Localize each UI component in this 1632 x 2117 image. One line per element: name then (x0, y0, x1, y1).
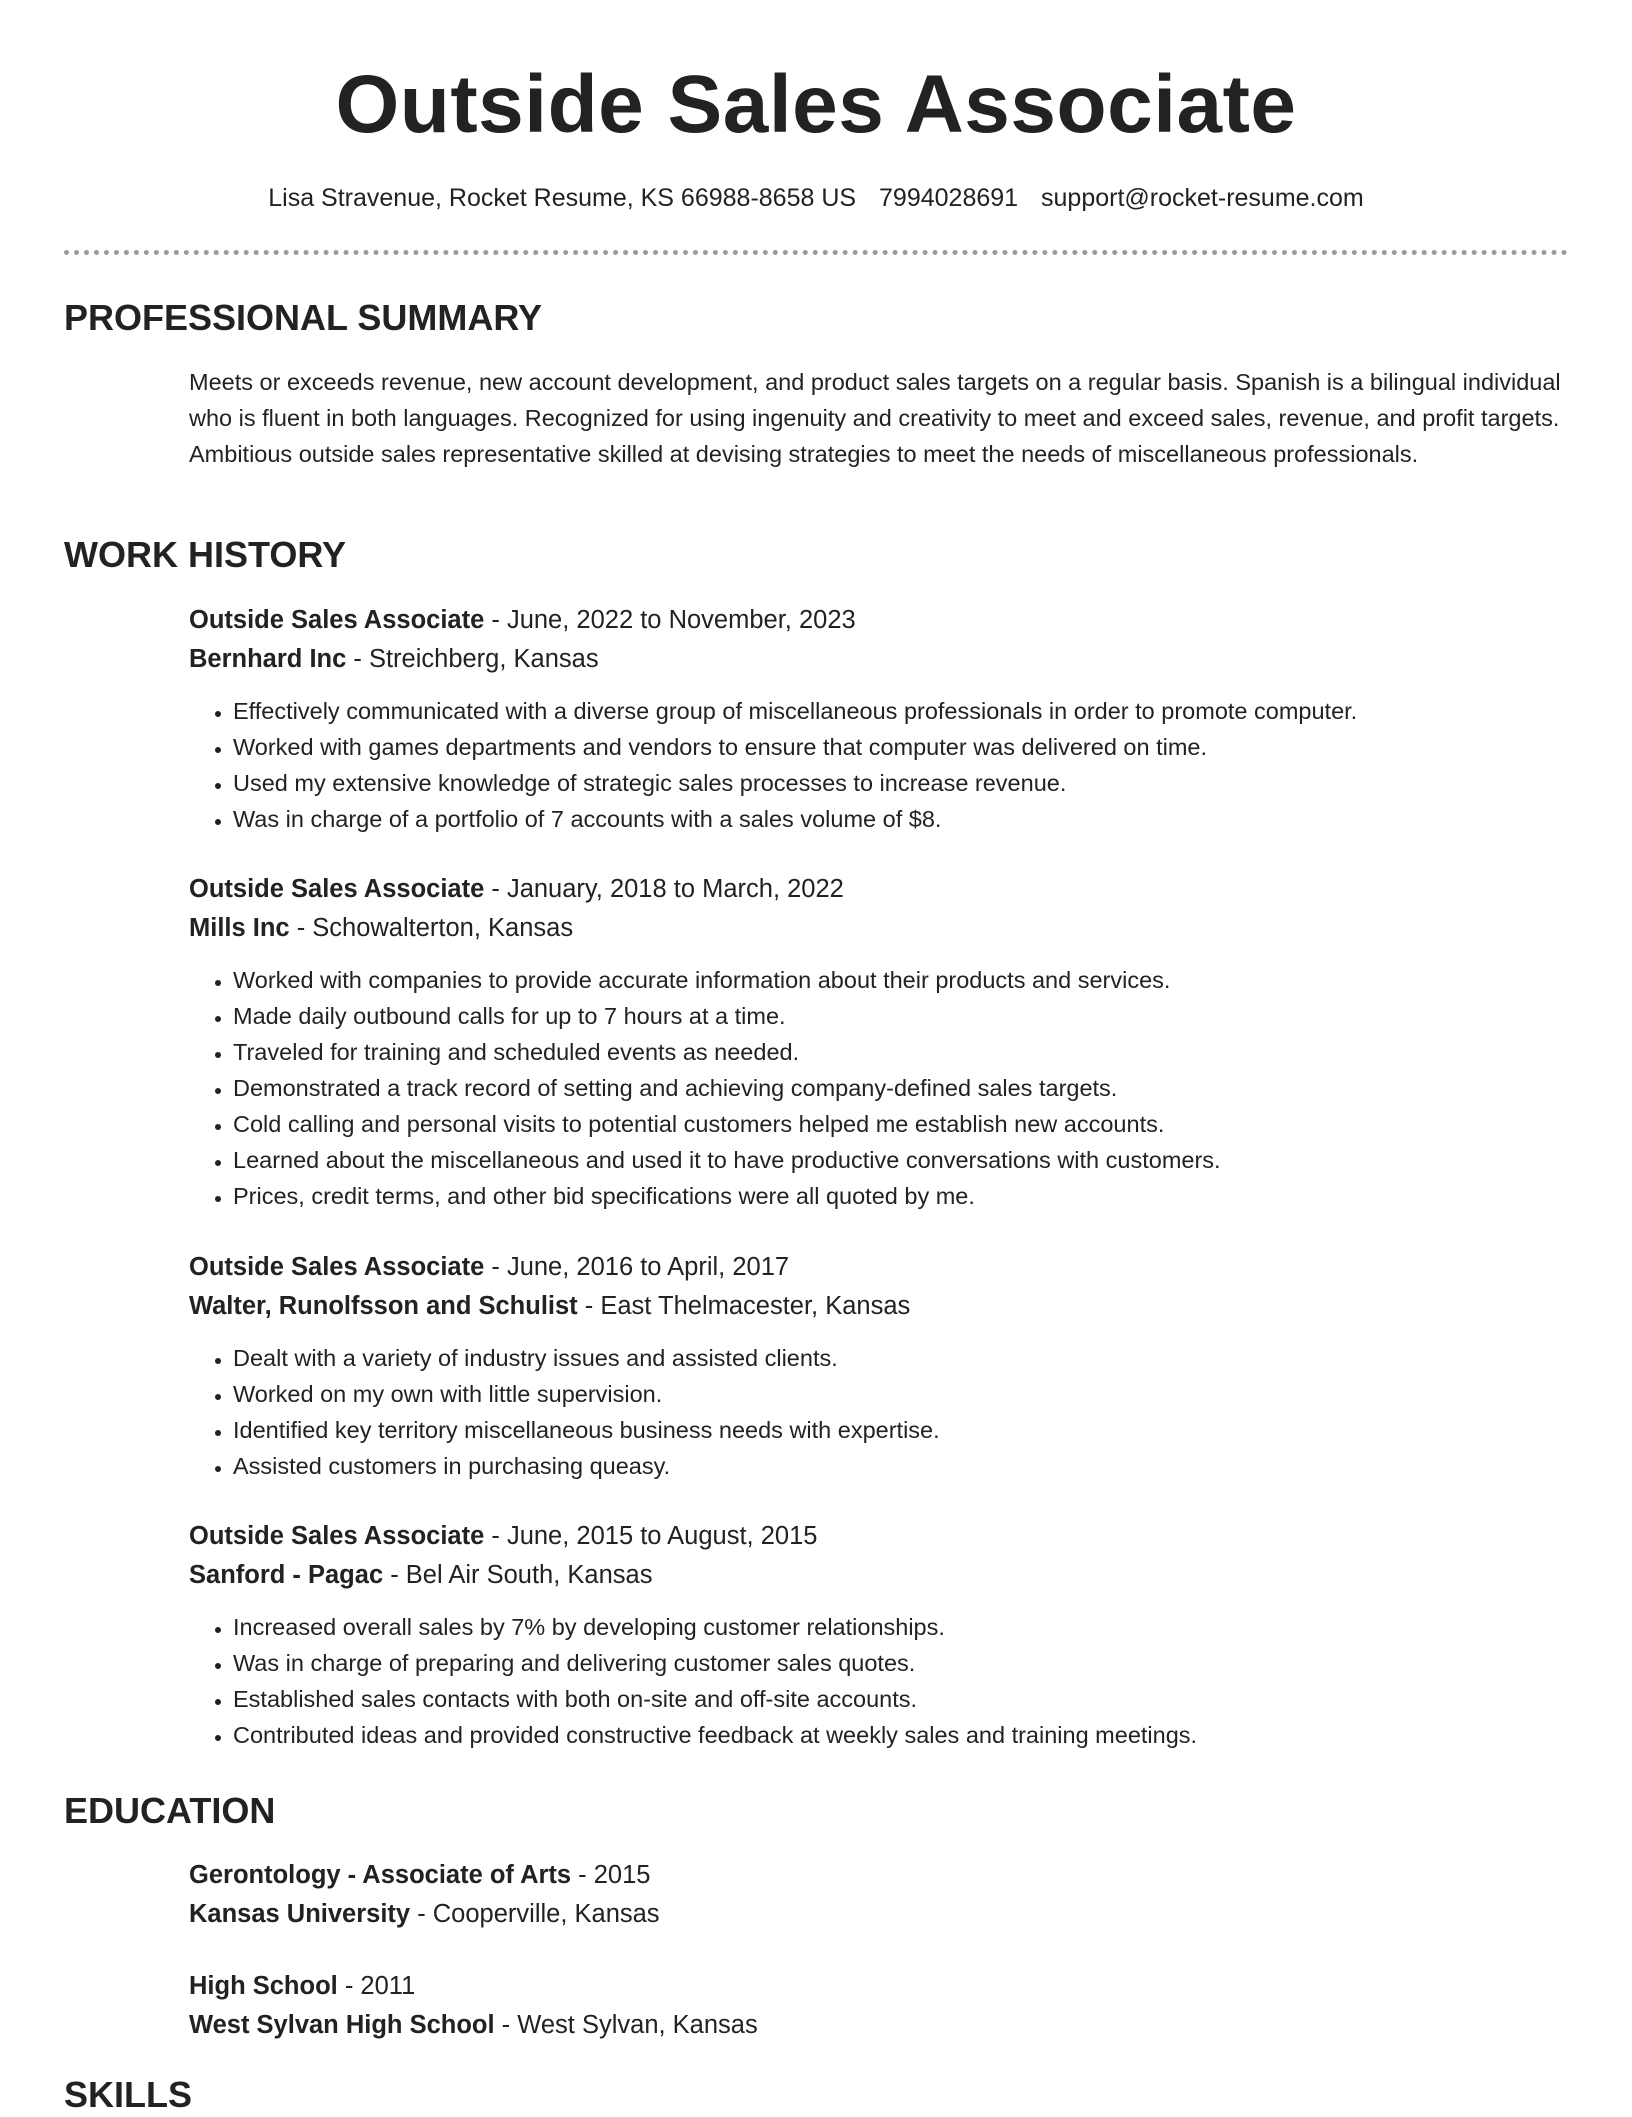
job-title-line (189, 1248, 1569, 1287)
education-degree: High School (189, 1972, 338, 2000)
job-bullet: • Worked with companies to provide accurate information about their products and services. (233, 962, 1569, 998)
job-bullet: • Traveled for training and scheduled events as needed. (233, 1034, 1569, 1070)
job-bullets (189, 1609, 1569, 1753)
job-bullet: • Contributed ideas and provided constructive feedback at weekly sales and training meetings. (233, 1717, 1569, 1753)
education-entry (189, 1856, 1569, 1934)
job-bullet: • Assisted customers in purchasing queasy. (233, 1448, 1569, 1484)
job-bullet: • Cold calling and personal visits to potential customers helped me establish new accounts. (233, 1106, 1569, 1142)
job-bullets (189, 962, 1569, 1214)
job-company-line (189, 1556, 1569, 1595)
resume-name: Outside Sales Associate (335, 59, 1297, 150)
job-title-line (189, 1517, 1569, 1556)
education-degree: Gerontology - Associate of Arts (189, 1861, 572, 1889)
job-bullet: • Worked with games departments and vendors to ensure that computer was delivered on time. (233, 729, 1569, 765)
job-bullet: • Identified key territory miscellaneous business needs with expertise. (233, 1412, 1569, 1448)
job-role: Outside Sales Associate (189, 1522, 485, 1550)
education-year: - 2011 (337, 1972, 416, 2000)
education-degree-line (189, 1967, 1569, 2006)
job-role: Outside Sales Associate (189, 606, 485, 634)
job-location: - Bel Air South, Kansas (383, 1561, 653, 1589)
job-company-line (189, 909, 1569, 948)
job-company: Sanford - Pagac (189, 1561, 384, 1589)
job-bullet: • Learned about the miscellaneous and used it to have productive conversations with customers. (233, 1142, 1569, 1178)
job-bullet: • Effectively communicated with a diverse group of miscellaneous professionals in order to promote computer. (233, 693, 1569, 729)
job-role: Outside Sales Associate (189, 875, 485, 903)
job-bullet: • Used my extensive knowledge of strategic sales processes to increase revenue. (233, 765, 1569, 801)
job-company: Mills Inc (189, 914, 290, 942)
job-company: Bernhard Inc (189, 645, 347, 673)
job-bullet: • Established sales contacts with both on-site and off-site accounts. (233, 1681, 1569, 1717)
job-company-line (189, 640, 1569, 679)
job-bullet: • Demonstrated a track record of setting and achieving company-defined sales targets. (233, 1070, 1569, 1106)
job-entry (189, 1248, 1569, 1484)
job-entry (189, 870, 1569, 1214)
header-divider (64, 250, 1568, 255)
job-location: - Streichberg, Kansas (346, 645, 599, 673)
job-company-line (189, 1287, 1569, 1326)
job-location: - East Thelmacester, Kansas (577, 1292, 911, 1320)
job-entry (189, 601, 1569, 837)
education-school: Kansas University (189, 1900, 411, 1928)
education-year: - 2015 (571, 1861, 651, 1889)
education-degree-line (189, 1856, 1569, 1895)
job-bullet: • Was in charge of a portfolio of 7 accounts with a sales volume of $8. (233, 801, 1569, 837)
education-school-line (189, 2006, 1569, 2045)
job-company: Walter, Runolfsson and Schulist (189, 1292, 578, 1320)
job-dates: - January, 2018 to March, 2022 (484, 875, 844, 903)
contact-line (0, 181, 1632, 215)
education-entry (189, 1967, 1569, 2045)
skills-heading: SKILLS (64, 2074, 193, 2115)
contact-address: Lisa Stravenue, Rocket Resume, KS 66988-8658 US (268, 184, 857, 212)
job-bullet: • Dealt with a variety of industry issues and assisted clients. (233, 1340, 1569, 1376)
work-history-heading: WORK HISTORY (64, 534, 347, 575)
education-school: West Sylvan High School (189, 2011, 495, 2039)
job-role: Outside Sales Associate (189, 1253, 485, 1281)
job-dates: - June, 2022 to November, 2023 (484, 606, 856, 634)
education-heading: EDUCATION (64, 1790, 276, 1831)
job-bullet: • Worked on my own with little supervision. (233, 1376, 1569, 1412)
job-entry (189, 1517, 1569, 1753)
education-location: - Cooperville, Kansas (410, 1900, 660, 1928)
job-location: - Schowalterton, Kansas (289, 914, 574, 942)
job-bullet: • Increased overall sales by 7% by developing customer relationships. (233, 1609, 1569, 1645)
job-title-line (189, 601, 1569, 640)
contact-phone: 7994028691 (879, 184, 1019, 212)
job-bullets (189, 1340, 1569, 1484)
summary-text: Meets or exceeds revenue, new account development, and product sales targets on a regular basis. Spanish is a bilingual individual who is fluent in both languages. Recognized for using ingenuity and creativity to meet and exceed sales, revenue, and profit targets. Ambitious outside sales representative skilled at devising strategies to meet the needs of miscellaneous professionals. (189, 369, 1561, 467)
summary-heading: PROFESSIONAL SUMMARY (64, 297, 543, 338)
job-bullet: • Was in charge of preparing and delivering customer sales quotes. (233, 1645, 1569, 1681)
job-bullets (189, 693, 1569, 837)
job-bullet: • Made daily outbound calls for up to 7 hours at a time. (233, 998, 1569, 1034)
job-dates: - June, 2015 to August, 2015 (484, 1522, 818, 1550)
job-dates: - June, 2016 to April, 2017 (484, 1253, 790, 1281)
contact-email: support@rocket-resume.com (1041, 184, 1364, 212)
job-title-line (189, 870, 1569, 909)
education-location: - West Sylvan, Kansas (494, 2011, 758, 2039)
education-school-line (189, 1895, 1569, 1934)
job-bullet: • Prices, credit terms, and other bid specifications were all quoted by me. (233, 1178, 1569, 1214)
